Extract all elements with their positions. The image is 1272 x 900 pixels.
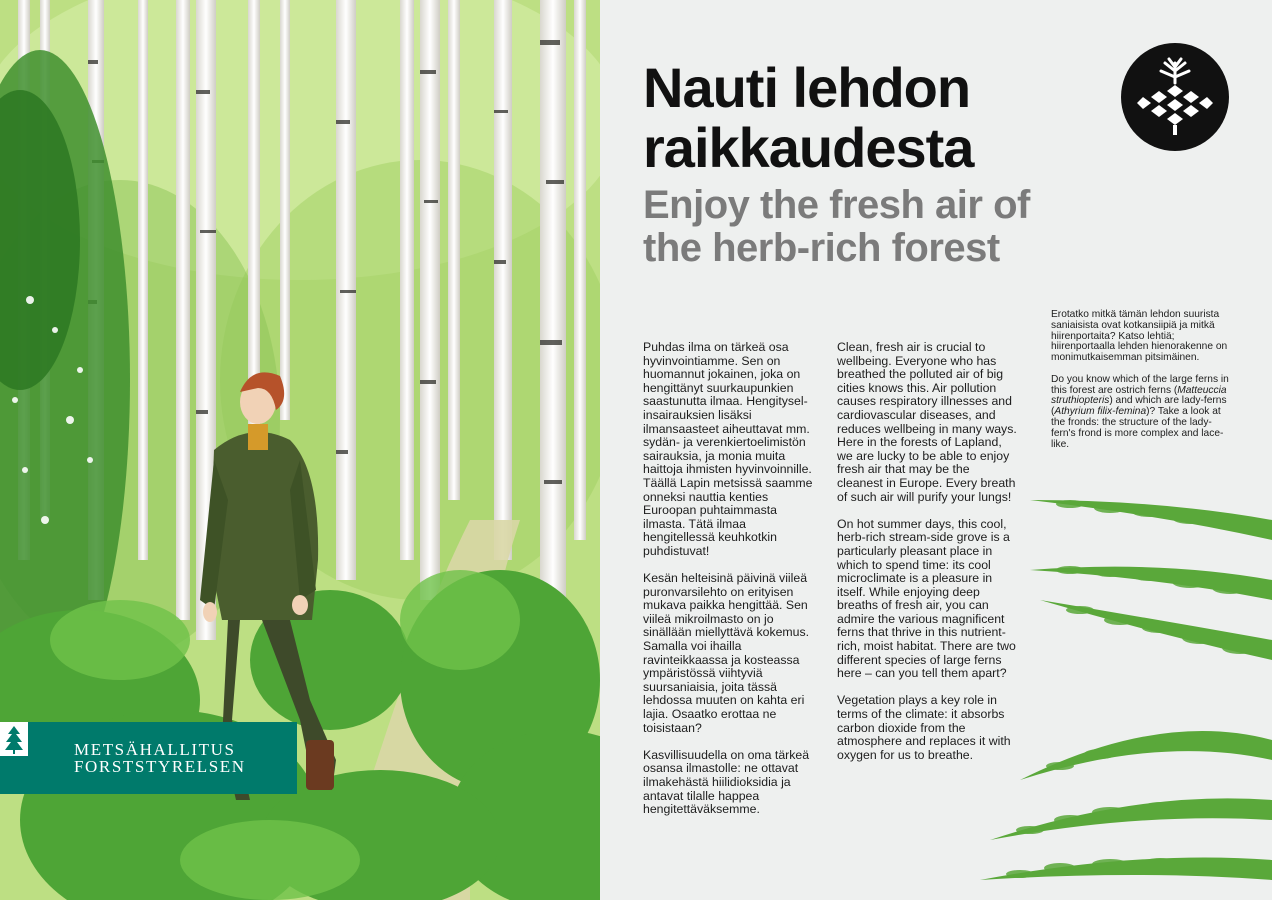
lady-fern-latin: Athyrium filix-femina <box>1054 406 1147 418</box>
finnish-paragraph-3: Kasvillisuudella on oma tärkeä osansa ilmastolle: ne ottavat ilmakehästä hiilidioksidia ja antavat tilalle happea hengitettäväksemme. <box>643 747 810 817</box>
subtitle-line-2: the herb-rich forest <box>643 226 1000 270</box>
title-finnish <box>643 58 973 178</box>
ostrich-fern-latin: Matteuccia struthiopteris <box>1051 384 1227 407</box>
title-line-2: raikkaudesta <box>643 116 974 179</box>
emblem-badge <box>1121 43 1229 151</box>
brand-name-fi: METSÄHALLITUS <box>74 740 236 759</box>
pine-cone-emblem-icon <box>1121 43 1229 151</box>
sidebar-en-part-2: ) and which are lady-ferns ( <box>1051 395 1227 418</box>
fern-fronds-illustration <box>960 460 1272 900</box>
sidebar-english <box>1051 375 1236 451</box>
finnish-paragraph-1: Puhdas ilma on tärkeä osa hyvinvointiamme. Sen on huomannut jokainen, joka on hengittänyt suurkaupunkien saastunutta ilmaa. Hengityselinsairauksien lisäksi ilmansaasteet aiheuttavat mm. sydän- ja verenkiertoelimistön sairauksia, ja monia muita haittoja ihmisten hyvinvoinnille. Täällä Lapin metsissä saamme onneksi nauttia kenties Euroopan puhtaimmasta ilmasta. Tätä ilmaa hengitellessä keuhkotkin puhdistuvat! <box>643 340 813 558</box>
title-line-1: Nauti lehdon <box>643 56 971 119</box>
sidebar-finnish: Erotatko mitkä tämän lehdon suurista saniaisista ovat kotkansiipiä ja mitkä hiirenportaita? Katso lehtiä; hiirenportaalla lehden hienorakenne on monimutkaisemman pitsimäinen. <box>1051 309 1228 364</box>
fern-fronds <box>980 500 1272 880</box>
metsahallitus-logo-icon <box>0 722 28 756</box>
english-paragraph-1: Clean, fresh air is crucial to wellbeing. Everyone who has breathed the polluted air of big cities knows this. Air pollution causes respiratory illnesses and cardiovascular diseases, and reduces wellbeing in many ways. Here in the forests of Lapland, we are lucky to be able to enjoy fresh air that may be the cleanest in Europe. Every breath of such air will purify your lungs! <box>837 340 1017 504</box>
brand-name <box>74 741 246 775</box>
forest-illustration <box>0 0 600 900</box>
english-paragraph-3: Vegetation plays a key role in terms of the climate: it absorbs carbon dioxide from the atmosphere and replaces it with oxygen for us to breathe. <box>837 693 1011 762</box>
finnish-paragraph-2: Kesän helteisinä päivinä viileä puronvarsilehto on erityisen mukava paikka hengittää. Sen viileä mikroilmasto on jo sinällään miellyttävä kokemus. Samalla voi ihailla ravinteikkaassa ja kosteassa ympäristössä viihtyviä suursaniaisia, joita tässä lehdossa muuten on kahta eri lajia. Osaatko erottaa ne toisistaan? <box>643 571 810 735</box>
brand-name-sv: FORSTSTYRELSEN <box>74 757 246 776</box>
fern-question-sidebar <box>1051 310 1236 461</box>
english-paragraph-2: On hot summer days, this cool, herb-rich stream-side grove is a particularly pleasant place in which to spend time: its cool microclimate is a pleasure in itself. While enjoying deep breaths of fresh air, you can admire the various magnificent ferns that thrive in this nutrient-rich, moist habitat. There are two different species of large ferns here – can you tell them apart? <box>837 516 1016 681</box>
finnish-text-column <box>643 341 815 830</box>
sidebar-en-part-3: )? Take a look at the fronds: the structure of the lady-fern's frond is more complex and lace-like. <box>1051 406 1224 450</box>
subtitle-line-1: Enjoy the fresh air of <box>643 183 1030 227</box>
metsahallitus-brand-banner <box>0 722 297 794</box>
title-english <box>643 184 1030 270</box>
sidebar-en-part-1: Do you know which of the large ferns in this forest are ostrich ferns ( <box>1051 373 1229 396</box>
